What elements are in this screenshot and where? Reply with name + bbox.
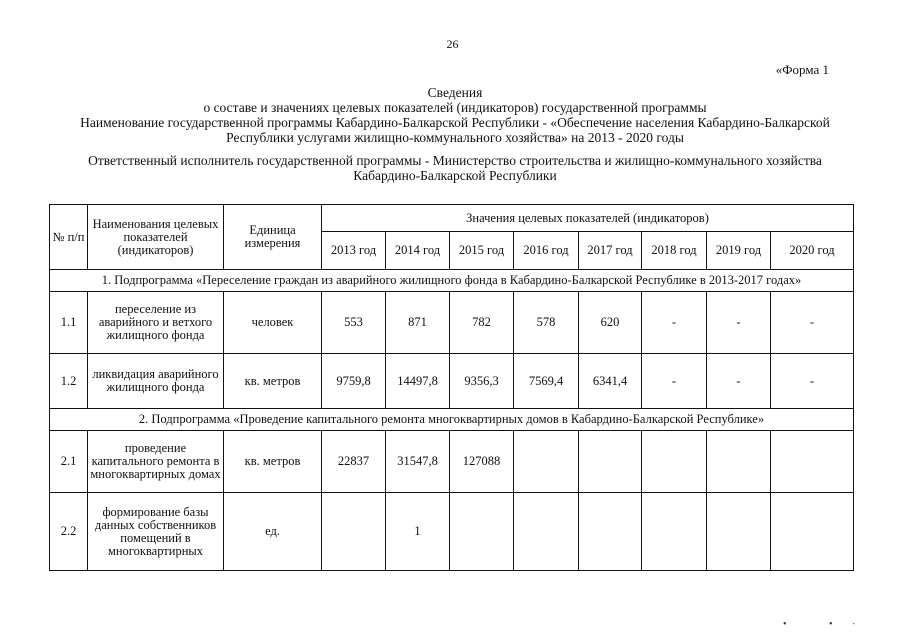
- row-value: [642, 431, 707, 493]
- row-value: -: [707, 292, 771, 354]
- row-value: [642, 493, 707, 571]
- row-unit: кв. метров: [224, 431, 322, 493]
- row-value: 31547,8: [386, 431, 450, 493]
- row-unit: человек: [224, 292, 322, 354]
- row-value: [771, 493, 854, 571]
- header-year: 2018 год: [642, 232, 707, 270]
- header-year: 2017 год: [579, 232, 642, 270]
- row-indicator-name: формирование базы данных собственников помещений в многоквартирных: [88, 493, 224, 571]
- row-value: 620: [579, 292, 642, 354]
- row-value: [450, 493, 514, 571]
- row-num: 2.2: [50, 493, 88, 571]
- row-value: -: [771, 292, 854, 354]
- indicators-table: [49, 204, 854, 571]
- row-num: 2.1: [50, 431, 88, 493]
- header-year: 2020 год: [771, 232, 854, 270]
- document-heading: [60, 85, 850, 145]
- row-unit: ед.: [224, 493, 322, 571]
- row-unit: кв. метров: [224, 354, 322, 409]
- row-indicator-name: ликвидация аварийного жилищного фонда: [88, 354, 224, 409]
- table-row: [50, 431, 854, 493]
- row-value: 871: [386, 292, 450, 354]
- header-year: 2019 год: [707, 232, 771, 270]
- row-value: 6341,4: [579, 354, 642, 409]
- heading-line-4: Республики услугами жилищно-коммунального хозяйства» на 2013 - 2020 годы: [226, 130, 684, 145]
- row-value: [514, 493, 579, 571]
- row-value: -: [771, 354, 854, 409]
- row-value: -: [707, 354, 771, 409]
- row-value: 578: [514, 292, 579, 354]
- form-label: «Форма 1: [775, 62, 829, 77]
- header-unit: Единица измерения: [224, 205, 322, 270]
- row-value: 127088: [450, 431, 514, 493]
- section-2-title: 2. Подпрограмма «Проведение капитального ремонта многоквартирных домов в Кабардино-Балкарской Республике»: [50, 409, 854, 431]
- table-row: [50, 493, 854, 571]
- section-1-title: 1. Подпрограмма «Переселение граждан из аварийного жилищного фонда в Кабардино-Балкарской Республике в 2013-2017 годах»: [50, 270, 854, 292]
- header-year: 2013 год: [322, 232, 386, 270]
- header-values: Значения целевых показателей (индикаторов): [322, 205, 854, 232]
- responsible-executor: [60, 153, 850, 183]
- row-value: 9356,3: [450, 354, 514, 409]
- row-value: 22837: [322, 431, 386, 493]
- header-year: 2014 год: [386, 232, 450, 270]
- row-value: 782: [450, 292, 514, 354]
- table-row: [50, 292, 854, 354]
- page-number: 26: [446, 37, 459, 51]
- row-value: [579, 431, 642, 493]
- row-value: [322, 493, 386, 571]
- header-indicator-name: Наименования целевых показателей (индикаторов): [88, 205, 224, 270]
- responsible-line-2: Кабардино-Балкарской Республики: [353, 168, 557, 183]
- row-value: [707, 431, 771, 493]
- row-value: -: [642, 354, 707, 409]
- row-indicator-name: переселение из аварийного и ветхого жилищного фонда: [88, 292, 224, 354]
- row-value: [579, 493, 642, 571]
- row-num: 1.2: [50, 354, 88, 409]
- row-value: [707, 493, 771, 571]
- header-year: 2015 год: [450, 232, 514, 270]
- responsible-line-1: Ответственный исполнитель государственной программы - Министерство строительства и жилищно-коммунального хозяйства: [88, 153, 822, 168]
- row-value: 1: [386, 493, 450, 571]
- row-value: [771, 431, 854, 493]
- row-value: 14497,8: [386, 354, 450, 409]
- row-indicator-name: проведение капитального ремонта в многоквартирных домах: [88, 431, 224, 493]
- row-value: 7569,4: [514, 354, 579, 409]
- heading-line-1: Сведения: [427, 85, 483, 100]
- row-value: -: [642, 292, 707, 354]
- row-value: [514, 431, 579, 493]
- row-num: 1.1: [50, 292, 88, 354]
- heading-line-3: Наименование государственной программы Кабардино-Балкарской Республики - «Обеспечение населения Кабардино-Балкарской: [80, 115, 830, 130]
- scan-marks: • •∙: [782, 619, 875, 630]
- heading-line-2: о составе и значениях целевых показателей (индикаторов) государственной программы: [203, 100, 707, 115]
- table-row: [50, 354, 854, 409]
- row-value: 553: [322, 292, 386, 354]
- header-year: 2016 год: [514, 232, 579, 270]
- row-value: 9759,8: [322, 354, 386, 409]
- header-num: № п/п: [50, 205, 88, 270]
